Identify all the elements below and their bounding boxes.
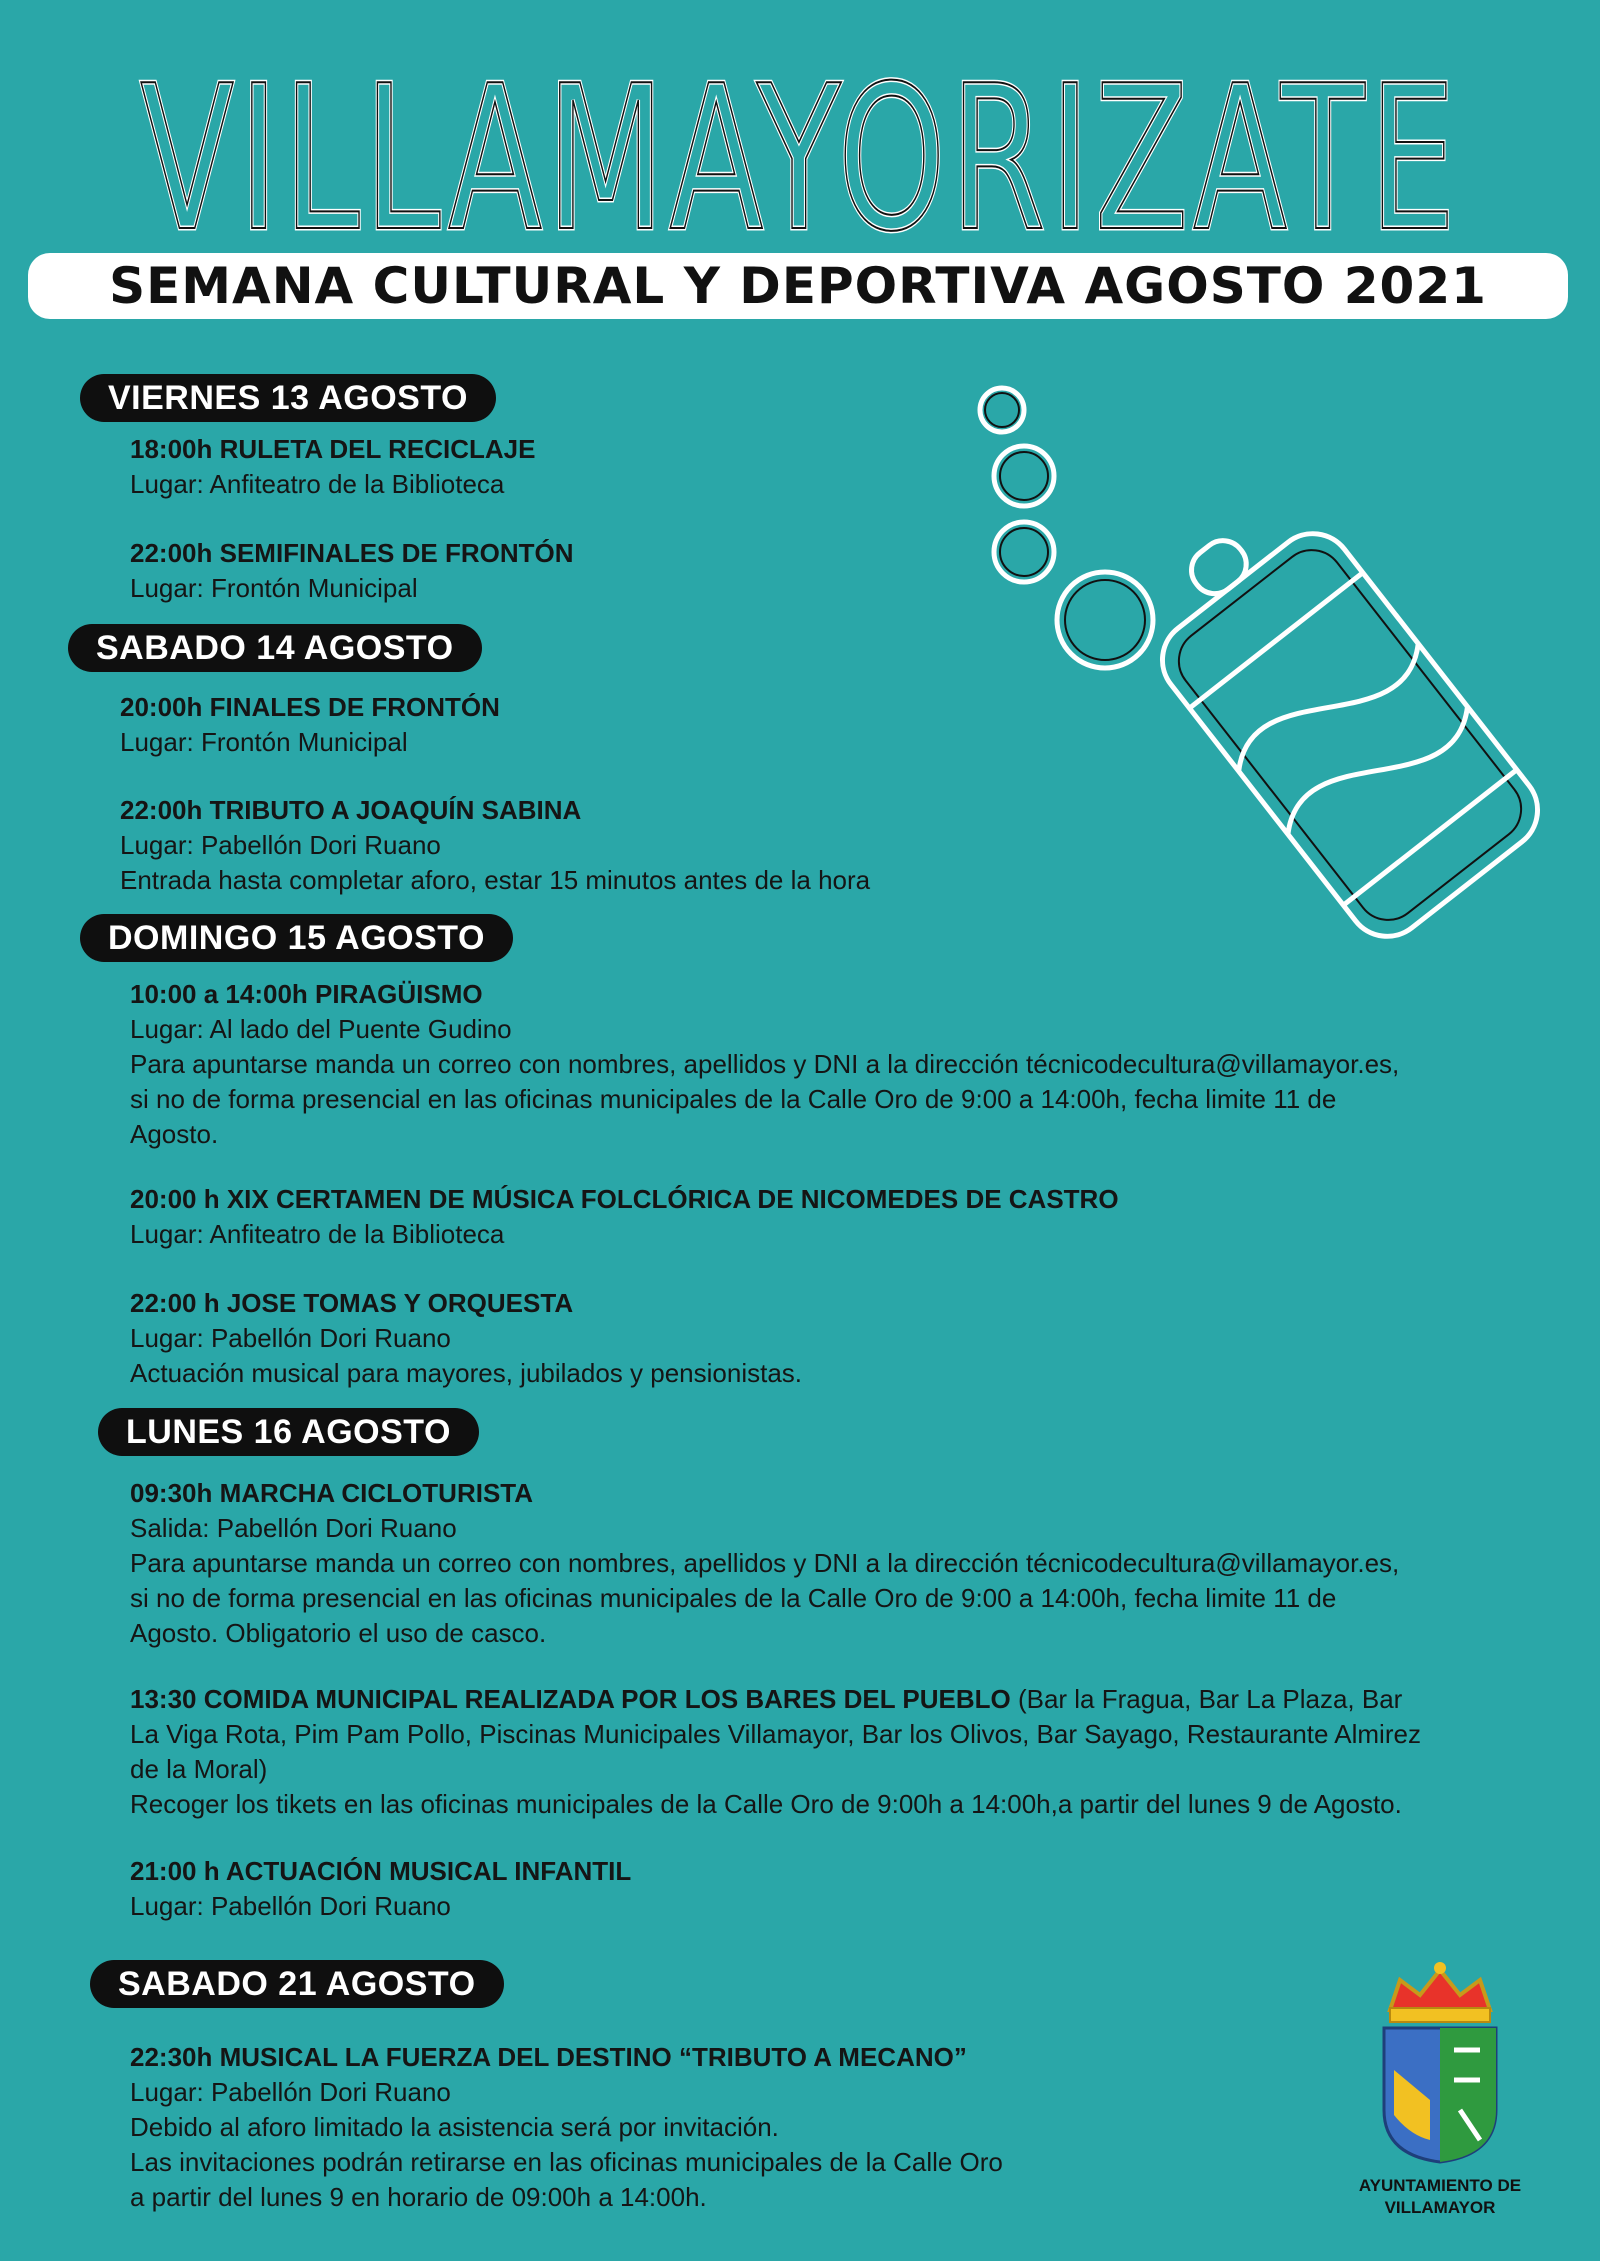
bubble-icon — [1057, 572, 1153, 668]
crest-label: AYUNTAMIENTO DE VILLAMAYOR — [1358, 2176, 1522, 2217]
svg-text:VILLAMAYORIZATE: VILLAMAYORIZATE — [140, 43, 1460, 240]
event-heading: 21:00 h ACTUACIÓN MUSICAL INFANTIL — [130, 1856, 632, 1886]
event-line: Agosto. Obligatorio el uso de casco. — [130, 1618, 547, 1648]
event-heading: 18:00h RULETA DEL RECICLAJE — [130, 434, 536, 464]
event — [130, 1476, 1399, 1651]
event-line: Lugar: Pabellón Dori Ruano — [130, 2077, 451, 2107]
bubble-icon — [980, 388, 1024, 432]
event-line: La Viga Rota, Pim Pam Pollo, Piscinas Municipales Villamayor, Bar los Olivos, Bar Sayago, Restaurante Almirez — [130, 1719, 1421, 1749]
subtitle-text: SEMANA CULTURAL Y DEPORTIVA AGOSTO 2021 — [109, 257, 1487, 315]
event-line: Lugar: Anfiteatro de la Biblioteca — [130, 469, 505, 499]
svg-text:VILLAMAYORIZATE: VILLAMAYORIZATE — [140, 43, 1460, 240]
day-pill-saturday-21: SABADO 21 AGOSTO — [90, 1960, 504, 2008]
event-heading: 22:30h MUSICAL LA FUERZA DEL DESTINO “TRIBUTO A MECANO” — [130, 2042, 967, 2072]
event — [130, 432, 535, 502]
day-pill-saturday-14: SABADO 14 AGOSTO — [68, 624, 482, 672]
event — [130, 977, 1399, 1152]
day-pill-monday: LUNES 16 AGOSTO — [98, 1408, 479, 1456]
event-line: Lugar: Anfiteatro de la Biblioteca — [130, 1219, 505, 1249]
soda-can-illustration — [960, 380, 1560, 980]
event-line: Actuación musical para mayores, jubilados y pensionistas. — [130, 1358, 803, 1388]
event-line: Recoger los tikets en las oficinas municipales de la Calle Oro de 9:00h a 14:00h,a partir del lunes 9 de Agosto. — [130, 1789, 1402, 1819]
event-line: si no de forma presencial en las oficinas municipales de la Calle Oro de 9:00 a 14:00h, fecha limite 11 de — [130, 1583, 1337, 1613]
event-heading: 22:00h SEMIFINALES DE FRONTÓN — [130, 538, 574, 568]
day-pill-friday: VIERNES 13 AGOSTO — [80, 374, 496, 422]
event-line: Entrada hasta completar aforo, estar 15 minutos antes de la hora — [120, 865, 871, 895]
event-line: Lugar: Pabellón Dori Ruano — [130, 1891, 451, 1921]
event-line: Agosto. — [130, 1119, 219, 1149]
bubble-icon — [994, 522, 1054, 582]
event-line: Lugar: Frontón Municipal — [130, 573, 418, 603]
event — [130, 1286, 802, 1391]
coat-of-arms-icon — [1370, 1950, 1510, 2170]
event-heading: 10:00 a 14:00h PIRAGÜISMO — [130, 979, 483, 1009]
event-line: Salida: Pabellón Dori Ruano — [130, 1513, 457, 1543]
event-line: Debido al aforo limitado la asistencia será por invitación. — [130, 2112, 779, 2142]
event-line: Lugar: Pabellón Dori Ruano — [120, 830, 441, 860]
subtitle-banner — [28, 253, 1568, 319]
soda-can-icon — [1118, 481, 1554, 952]
event — [130, 1182, 1119, 1252]
event-line: si no de forma presencial en las oficinas municipales de la Calle Oro de 9:00 a 14:00h, fecha limite 11 de — [130, 1084, 1337, 1114]
event-heading: 22:00 h JOSE TOMAS Y ORQUESTA — [130, 1288, 574, 1318]
bubble-icon — [994, 446, 1054, 506]
event — [120, 793, 870, 898]
day-pill-sunday: DOMINGO 15 AGOSTO — [80, 914, 513, 962]
event-line: a partir del lunes 9 en horario de 09:00h a 14:00h. — [130, 2182, 707, 2212]
event-line: Lugar: Al lado del Puente Gudino — [130, 1014, 512, 1044]
event-line: Lugar: Pabellón Dori Ruano — [130, 1323, 451, 1353]
poster-title — [130, 40, 1470, 240]
event — [130, 1854, 631, 1924]
event-heading: 13:30 COMIDA MUNICIPAL REALIZADA POR LOS BARES DEL PUEBLO — [130, 1684, 1011, 1714]
event-line: Para apuntarse manda un correo con nombres, apellidos y DNI a la dirección técnicodecultura@villamayor.es, — [130, 1049, 1400, 1079]
event — [120, 690, 500, 760]
event — [130, 1682, 1570, 1822]
event-heading: 22:00h TRIBUTO A JOAQUÍN SABINA — [120, 795, 582, 825]
event-heading: 20:00 h XIX CERTAMEN DE MÚSICA FOLCLÓRICA DE NICOMEDES DE CASTRO — [130, 1184, 1119, 1214]
event-heading: 09:30h MARCHA CICLOTURISTA — [130, 1478, 534, 1508]
event-line: Las invitaciones podrán retirarse en las oficinas municipales de la Calle Oro — [130, 2147, 1003, 2177]
event-line: Lugar: Frontón Municipal — [120, 727, 408, 757]
event-heading-tail: (Bar la Fragua, Bar La Plaza, Bar — [1010, 1684, 1403, 1714]
event — [130, 536, 574, 606]
event — [130, 2040, 1003, 2215]
event-line: Para apuntarse manda un correo con nombres, apellidos y DNI a la dirección técnicodecultura@villamayor.es, — [130, 1548, 1400, 1578]
event-line: de la Moral) — [130, 1754, 268, 1784]
event-heading: 20:00h FINALES DE FRONTÓN — [120, 692, 500, 722]
